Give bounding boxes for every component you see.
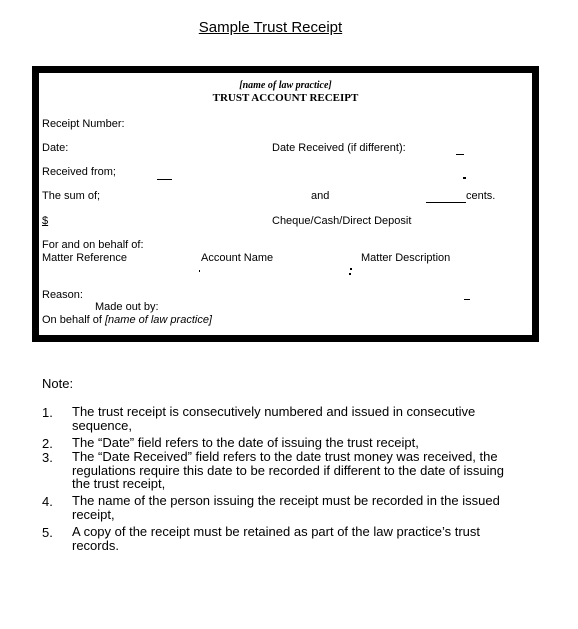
- note-number: 1.: [42, 405, 53, 420]
- note-number: 3.: [42, 450, 53, 465]
- trust-receipt-form: [32, 66, 539, 342]
- payment-method-label: Cheque/Cash/Direct Deposit: [272, 215, 412, 227]
- matter-description-mark-2: [349, 273, 351, 275]
- matter-description-mark-1: [350, 268, 352, 270]
- account-name-label: Account Name: [201, 252, 274, 264]
- on-behalf-placeholder: [name of law practice]: [105, 314, 212, 326]
- dollar-symbol: $: [42, 215, 49, 227]
- received-from-blank: [157, 179, 172, 180]
- note-label: Note:: [42, 376, 74, 391]
- on-behalf-prefix: On behalf of: [42, 314, 105, 326]
- date-received-blank: [456, 154, 464, 155]
- cents-blank: [426, 202, 466, 203]
- account-name-mark: [199, 270, 200, 272]
- received-from-label: Received from;: [42, 166, 116, 178]
- made-out-by-label: Made out by:: [95, 301, 159, 313]
- sum-of-label: The sum of;: [42, 190, 101, 202]
- receipt-heading: TRUST ACCOUNT RECEIPT: [212, 92, 359, 104]
- note-text: The name of the person issuing the receipt must be recorded in the issued receipt,: [72, 493, 500, 522]
- date-label: Date:: [42, 142, 69, 154]
- behalf-label: For and on behalf of:: [42, 239, 144, 251]
- reason-blank: [464, 299, 470, 300]
- reason-label: Reason:: [42, 289, 83, 301]
- note-text: A copy of the receipt must be retained as part of the law practice’s trust records.: [72, 524, 481, 553]
- note-text: The “Date” field refers to the date of issuing the trust receipt,: [72, 435, 419, 450]
- on-behalf-line: [42, 314, 212, 326]
- cents-label: cents.: [466, 190, 496, 202]
- practice-name-placeholder: [name of law practice]: [239, 80, 332, 91]
- matter-description-label: Matter Description: [361, 252, 451, 264]
- document-title: Sample Trust Receipt: [198, 19, 343, 36]
- matter-reference-label: Matter Reference: [42, 252, 127, 264]
- note-number: 2.: [42, 436, 53, 451]
- note-number: 4.: [42, 494, 53, 509]
- date-received-label: Date Received (if different):: [272, 142, 406, 154]
- receipt-number-label: Receipt Number:: [42, 118, 125, 130]
- note-text: The trust receipt is consecutively numbered and issued in consecutive sequence,: [72, 404, 476, 433]
- received-from-mark: [463, 177, 466, 179]
- note-number: 5.: [42, 525, 53, 540]
- and-label: and: [311, 190, 330, 202]
- note-text: The “Date Received” field refers to the date trust money was received, the regulations require this date to be recorded if different to the date of issuing the trust receipt,: [72, 449, 504, 491]
